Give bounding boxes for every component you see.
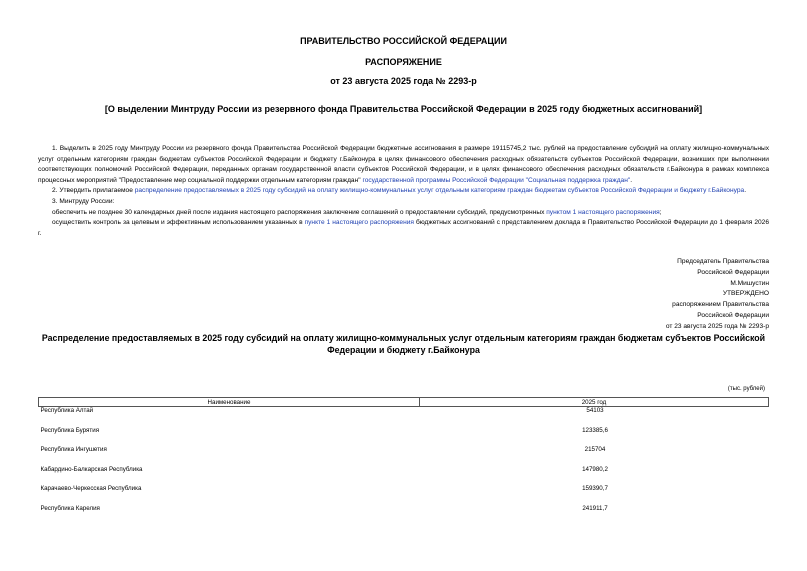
table-row [39,446,769,466]
paragraph-1-end: . [630,176,633,184]
paragraph-3a [38,208,769,219]
region-value: 159390,7 [582,485,608,493]
paragraph-2-end: . [744,187,747,195]
region-value: 54103 [586,407,604,414]
paragraph-1 [38,144,769,186]
document-title: [О выделении Минтруду России из резервного фонда Правительства Российской Федерации в 2025 году бюджетных ассигнований] [104,104,703,114]
paragraph-3b-text: осуществить контроль за целевым и эффективным использованием указанных в [52,219,303,227]
table-row [39,427,769,447]
table-row [39,407,769,427]
column-header-year: 2025 год [420,398,769,407]
region-name: Карачаево-Черкесская Республика [40,485,142,493]
state-program-link[interactable]: государственной программы Российской Федерации "Социальная поддержка граждан" [362,176,631,184]
annex-title: Распределение предоставляемых в 2025 году субсидий на оплату жилищно-коммунальных услуг отдельным категориям граждан бюджетам субъектов Российской Федерации и бюджету г.Байконура [41,333,766,355]
distribution-link[interactable]: распределение предоставляемых в 2025 году субсидий на оплату жилищно-коммунальных услуг отдельным категориям граждан бюджетам субъектов Российской Федерации и бюджету г.Байконура [134,187,745,195]
signature-line: Российской Федерации [697,268,769,276]
item-1-link[interactable]: пунктом 1 настоящего распоряжения [546,208,660,216]
region-name: Республика Бурятия [40,426,100,434]
signature-block [509,257,769,333]
doc-type-heading: РАСПОРЯЖЕНИЕ [365,57,442,67]
region-name: Республика Ингушетия [40,446,107,454]
paragraph-3a-end: ; [659,208,662,216]
table-row [39,466,769,486]
region-value: 123385,6 [582,426,608,434]
region-value: 241911,7 [582,504,608,512]
region-name: Кабардино-Балкарская Республика [40,465,143,473]
table-row [39,485,769,505]
approval-line: распоряжением Правительства [672,301,769,309]
signature-line: Председатель Правительства [677,258,769,265]
paragraph-2 [38,186,769,197]
paragraph-3a-text: обеспечить не позднее 30 календарных дней после издания настоящего распоряжения заключение соглашений о предоставлении субсидий, предусмотренных [52,208,545,216]
approval-line: Российской Федерации [697,311,769,319]
region-name: Республика Карелия [40,504,100,512]
paragraph-3: 3. Минтруду России: [52,197,115,205]
distribution-table [38,397,769,525]
paragraph-3b [38,218,769,239]
org-heading: ПРАВИТЕЛЬСТВО РОССИЙСКОЙ ФЕДЕРАЦИИ [300,36,507,46]
region-value: 147980,2 [582,465,608,473]
column-header-name: Наименование [39,398,420,407]
document-body [38,144,769,239]
region-value: 215704 [584,446,606,454]
paragraph-2-text: 2. Утвердить прилагаемое [52,187,133,195]
paragraph-1-text: 1. Выделить в 2025 году Минтруду России из резервного фонда Правительства Российской Федерации бюджетные ассигнования в размере 19115745,2 тыс. рублей на предоставление субсидий на оплату жилищно-коммунальных услуг отдельным категориям граждан бюджетам субъектов Российской Федерации и бюджету г.Байконура в целях финансового обеспечения расходных обязательств субъектов Российской Федерации, возникших при выполнении соответствующих полномочий Российской Федерации, переданных органам государственной власти субъектов Российской Федерации, и в целях финансового обеспечения расходных обязательств г.Байконура в рамках комплекса процессных мероприятий "Предоставление мер социальной поддержки отдельным категориям граждан" [38,145,769,184]
date-number: от 23 августа 2025 года № 2293-р [330,76,477,86]
table-header-row [39,398,769,407]
region-name: Республика Алтай [40,407,94,414]
approval-date: от 23 августа 2025 года № 2293-р [665,322,769,330]
item-1-link-2[interactable]: пункте 1 настоящего распоряжения [304,219,414,227]
signature-name: М.Мишустин [730,279,769,287]
units-label: (тыс. рублей) [727,386,765,392]
approved-label: УТВЕРЖДЕНО [722,290,769,298]
paragraph-3b-end: бюджетных ассигнований с представлением доклада в Правительство Российской Федерации до 1 февраля 2026 г. [38,219,769,237]
table-row [39,505,769,525]
